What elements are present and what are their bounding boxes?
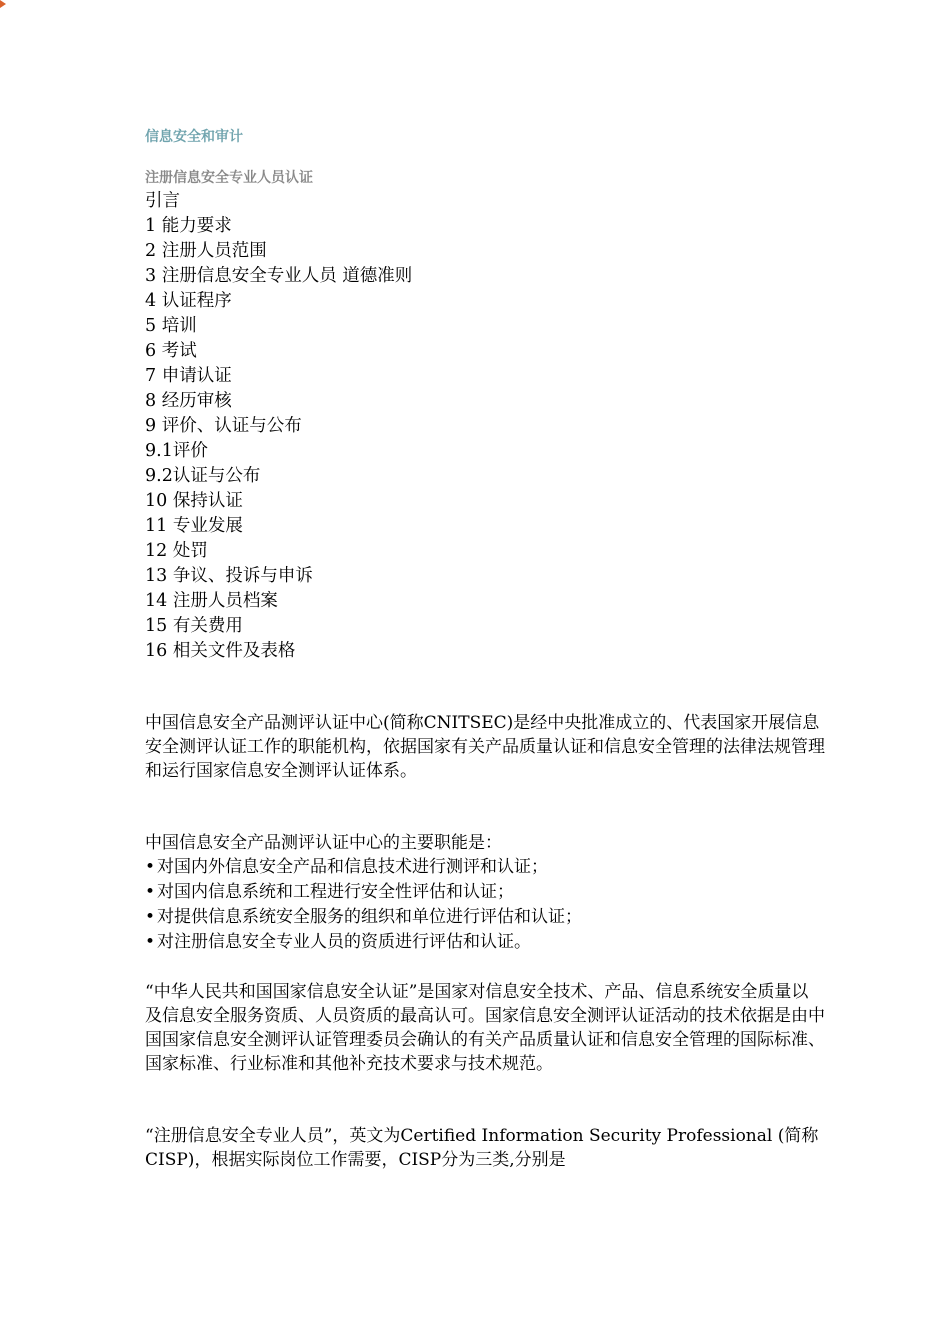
cisp-paragraph: “注册信息安全专业人员”，英文为Certified Information Security Professional (简称CISP)，根据实际岗位工作需要，CISP分为三类,分别是 xyxy=(145,1126,819,1170)
section-title: 信息安全和审计 xyxy=(145,129,243,145)
list-item-text: 对国内信息系统和工程进行安全性评估和认证； xyxy=(157,882,515,902)
list-item xyxy=(145,930,825,955)
functions-list xyxy=(145,855,825,955)
toc-item: 2 注册人员范围 xyxy=(145,241,267,261)
toc-item: 16 相关文件及表格 xyxy=(145,641,296,661)
toc-item: 14 注册人员档案 xyxy=(145,591,278,611)
toc-item: 10 保持认证 xyxy=(145,491,243,511)
toc-item: 15 有关费用 xyxy=(145,616,243,636)
bullet-icon: • xyxy=(145,907,156,927)
corner-mark-icon xyxy=(0,0,10,12)
functions-heading: 中国信息安全产品测评认证中心的主要职能是： xyxy=(145,833,502,853)
certification-paragraph: “中华人民共和国国家信息安全认证”是国家对信息安全技术、产品、信息系统安全质量以及信息安全服务资质、人员资质的最高认可。国家信息安全测评认证活动的技术依据是由中国国家信息安全测评认证管理委员会确认的有关产品质量认证和信息安全管理的国际标准、国家标准、行业标准和其他补充技术要求与技术规范。 xyxy=(145,982,825,1074)
list-item-text: 对注册信息安全专业人员的资质进行评估和认证。 xyxy=(157,932,532,952)
list-item xyxy=(145,905,825,930)
toc-item: 9.1评价 xyxy=(145,441,208,461)
list-item xyxy=(145,855,825,880)
bullet-icon: • xyxy=(145,857,156,877)
toc-item: 5 培训 xyxy=(145,316,197,336)
toc-item: 11 专业发展 xyxy=(145,516,243,536)
toc-item: 7 申请认证 xyxy=(145,366,232,386)
document-page xyxy=(145,126,825,1172)
list-item-text: 对提供信息系统安全服务的组织和单位进行评估和认证； xyxy=(157,907,583,927)
toc-item: 6 考试 xyxy=(145,341,197,361)
toc-item: 9 评价、认证与公布 xyxy=(145,416,302,436)
bullet-icon: • xyxy=(145,882,156,902)
list-item-text: 对国内外信息安全产品和信息技术进行测评和认证； xyxy=(157,857,549,877)
intro-paragraph: 中国信息安全产品测评认证中心(简称CNITSEC)是经中央批准成立的、代表国家开展信息安全测评认证工作的职能机构，依据国家有关产品质量认证和信息安全管理的法律法规管理和运行国家信息安全测评认证体系。 xyxy=(145,713,825,781)
toc-item: 9.2认证与公布 xyxy=(145,466,261,486)
subsection-title: 注册信息安全专业人员认证 xyxy=(145,170,313,186)
bullet-icon: • xyxy=(145,932,156,952)
toc-item: 1 能力要求 xyxy=(145,216,232,236)
toc-item: 引言 xyxy=(145,191,180,211)
toc-item: 13 争议、投诉与申诉 xyxy=(145,566,313,586)
toc-item: 3 注册信息安全专业人员 道德准则 xyxy=(145,266,413,286)
table-of-contents xyxy=(145,189,825,664)
toc-item: 8 经历审核 xyxy=(145,391,232,411)
toc-item: 12 处罚 xyxy=(145,541,208,561)
list-item xyxy=(145,880,825,905)
toc-item: 4 认证程序 xyxy=(145,291,232,311)
